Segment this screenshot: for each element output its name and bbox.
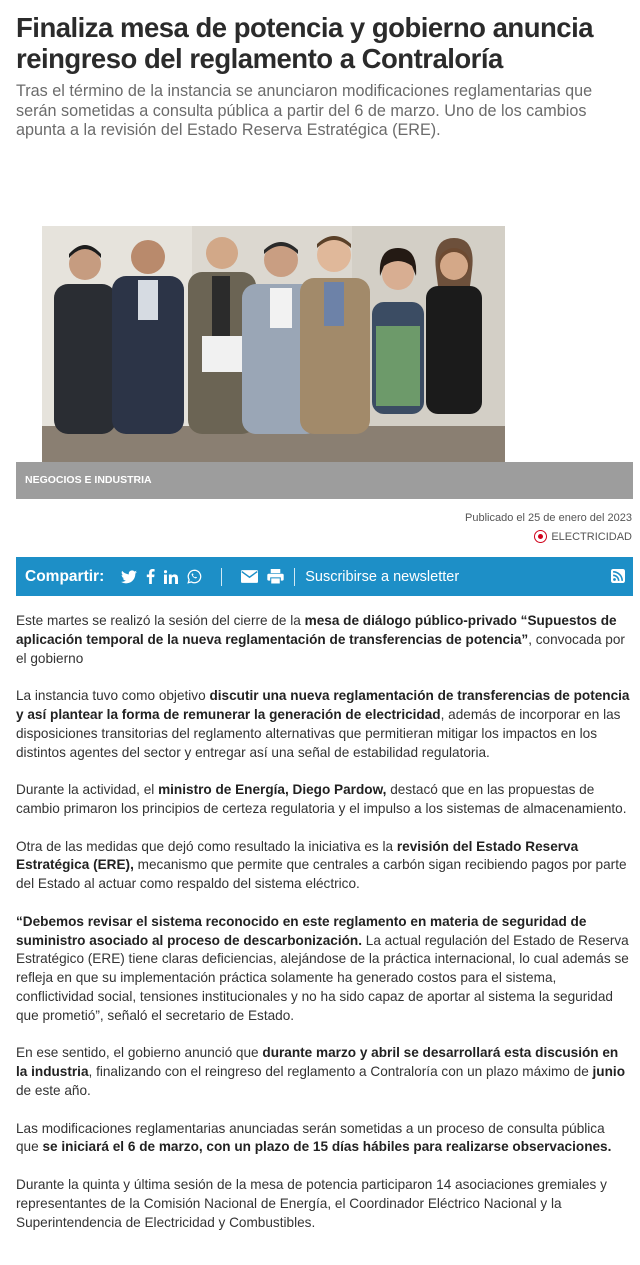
bold-text-run: mesa de diálogo público-privado “Supuestos de aplicación temporal de la nueva reglamentación de transferencias de potencia” <box>16 613 617 647</box>
bold-text-run: revisión del Estado Reserva Estratégica (ERE), <box>16 838 579 873</box>
category-label: ELECTRICIDAD <box>551 530 632 543</box>
newsletter-link[interactable]: Suscribirse a newsletter <box>305 568 460 585</box>
text-run: Las modificaciones reglamentarias anunciadas serán sometidas a un proceso de consulta pública que <box>16 1120 605 1155</box>
whatsapp-icon[interactable] <box>187 569 202 584</box>
body-paragraph <box>16 612 630 668</box>
bold-text-run: discutir una nueva reglamentación de transferencias de potencia y así plantear la forma de remunerar la generación de electricidad <box>16 688 630 722</box>
share-bar <box>16 557 633 596</box>
body-paragraph <box>16 781 630 819</box>
print-icon[interactable] <box>267 569 284 584</box>
text-run: de este año. <box>16 1082 91 1098</box>
rss-icon[interactable] <box>611 569 625 583</box>
linkedin-icon[interactable] <box>164 570 178 584</box>
body-paragraph <box>16 913 630 1026</box>
bold-text-run: junio <box>592 1064 625 1080</box>
facebook-icon[interactable] <box>146 569 155 584</box>
text-run: destacó que en las propuestas de cambio primaron los principios de certeza regulatoria y el impulso a los sistemas de almacenamiento. <box>16 782 627 816</box>
body-paragraph <box>16 1120 630 1158</box>
photo-caption: NEGOCIOS E INDUSTRIA <box>16 462 633 499</box>
text-run: En ese sentido, el gobierno anunció que <box>16 1045 263 1061</box>
text-run: , además de incorporar en las disposiciones transitorias del reglamento alternativas que permitieran mitigar los impactos en los distintos agentes del sector y entregar así una señal de estabilidad regulatoria. <box>16 706 621 760</box>
text-run: La instancia tuvo como objetivo <box>16 688 210 704</box>
text-run: mecanismo que permite que centrales a carbón sigan recibiendo pagos por parte del Estado al actuar como respaldo del sistema eléctrico. <box>16 857 627 892</box>
bold-text-run: durante marzo y abril se desarrollará esta discusión en la industria <box>16 1045 619 1080</box>
body-paragraph <box>16 687 630 762</box>
text-run: Otra de las medidas que dejó como resultado la iniciativa es la <box>16 838 397 854</box>
text-run: , convocada por el gobierno <box>16 631 625 666</box>
category-link[interactable] <box>534 530 632 543</box>
text-run: Durante la actividad, el <box>16 782 159 798</box>
text-run: Este martes se realizó la sesión del cierre de la <box>16 613 305 628</box>
article-photo <box>42 226 505 464</box>
text-run: , finalizando con el reingreso del reglamento a Contraloría con un plazo máximo de <box>88 1064 593 1080</box>
publish-date: Publicado el 25 de enero del 2023 <box>465 512 632 524</box>
share-divider <box>221 568 222 586</box>
share-label: Compartir: <box>25 567 105 585</box>
body-paragraph <box>16 1044 630 1100</box>
article-photo-block <box>16 224 633 499</box>
article-body <box>16 612 630 1251</box>
bold-text-run: ministro de Energía, Diego Pardow, <box>158 782 387 798</box>
text-run: Durante la quinta y última sesión de la mesa de potencia participaron 14 asociaciones gremiales y representantes de la Comisión Nacional de Energía, el Coordinador Eléctrico Nacional y la Superintendencia de Electricidad y Combustibles. <box>16 1176 607 1230</box>
article-title: Finaliza mesa de potencia y gobierno anuncia reingreso del reglamento a Contraloría <box>16 12 594 74</box>
category-target-icon <box>534 530 547 543</box>
body-paragraph <box>16 1176 630 1232</box>
article-lead: Tras el término de la instancia se anunciaron modificaciones reglamentarias que serán sometidas a consulta pública a partir del 6 de marzo. Uno de los cambios apunta a la revisión del Estado Reserva Estratégica (ERE). <box>16 82 593 139</box>
share-divider-2 <box>294 568 295 586</box>
bold-text-run: “Debemos revisar el sistema reconocido en este reglamento en materia de seguridad de suministro asociado al proceso de descarbonización. <box>16 913 587 948</box>
email-icon[interactable] <box>241 570 258 583</box>
share-icons <box>121 568 284 586</box>
body-paragraph <box>16 838 630 894</box>
twitter-icon[interactable] <box>121 570 137 584</box>
bold-text-run: se iniciará el 6 de marzo, con un plazo de 15 días hábiles para realizarse observaciones. <box>42 1139 612 1155</box>
group-photo-illustration <box>42 226 505 464</box>
text-run: La actual regulación del Estado de Reserva Estratégico (ERE) tiene claras deficiencias, alejándose de la práctica internacional, lo cual además se refleja en que su implementación práctica solamente ha generado costos para el sistema, conflictividad social, tensiones institucionales y no ha sido capaz de aportar al sistema la seguridad que prometió”, señaló el secretario de Estado. <box>16 932 629 1023</box>
